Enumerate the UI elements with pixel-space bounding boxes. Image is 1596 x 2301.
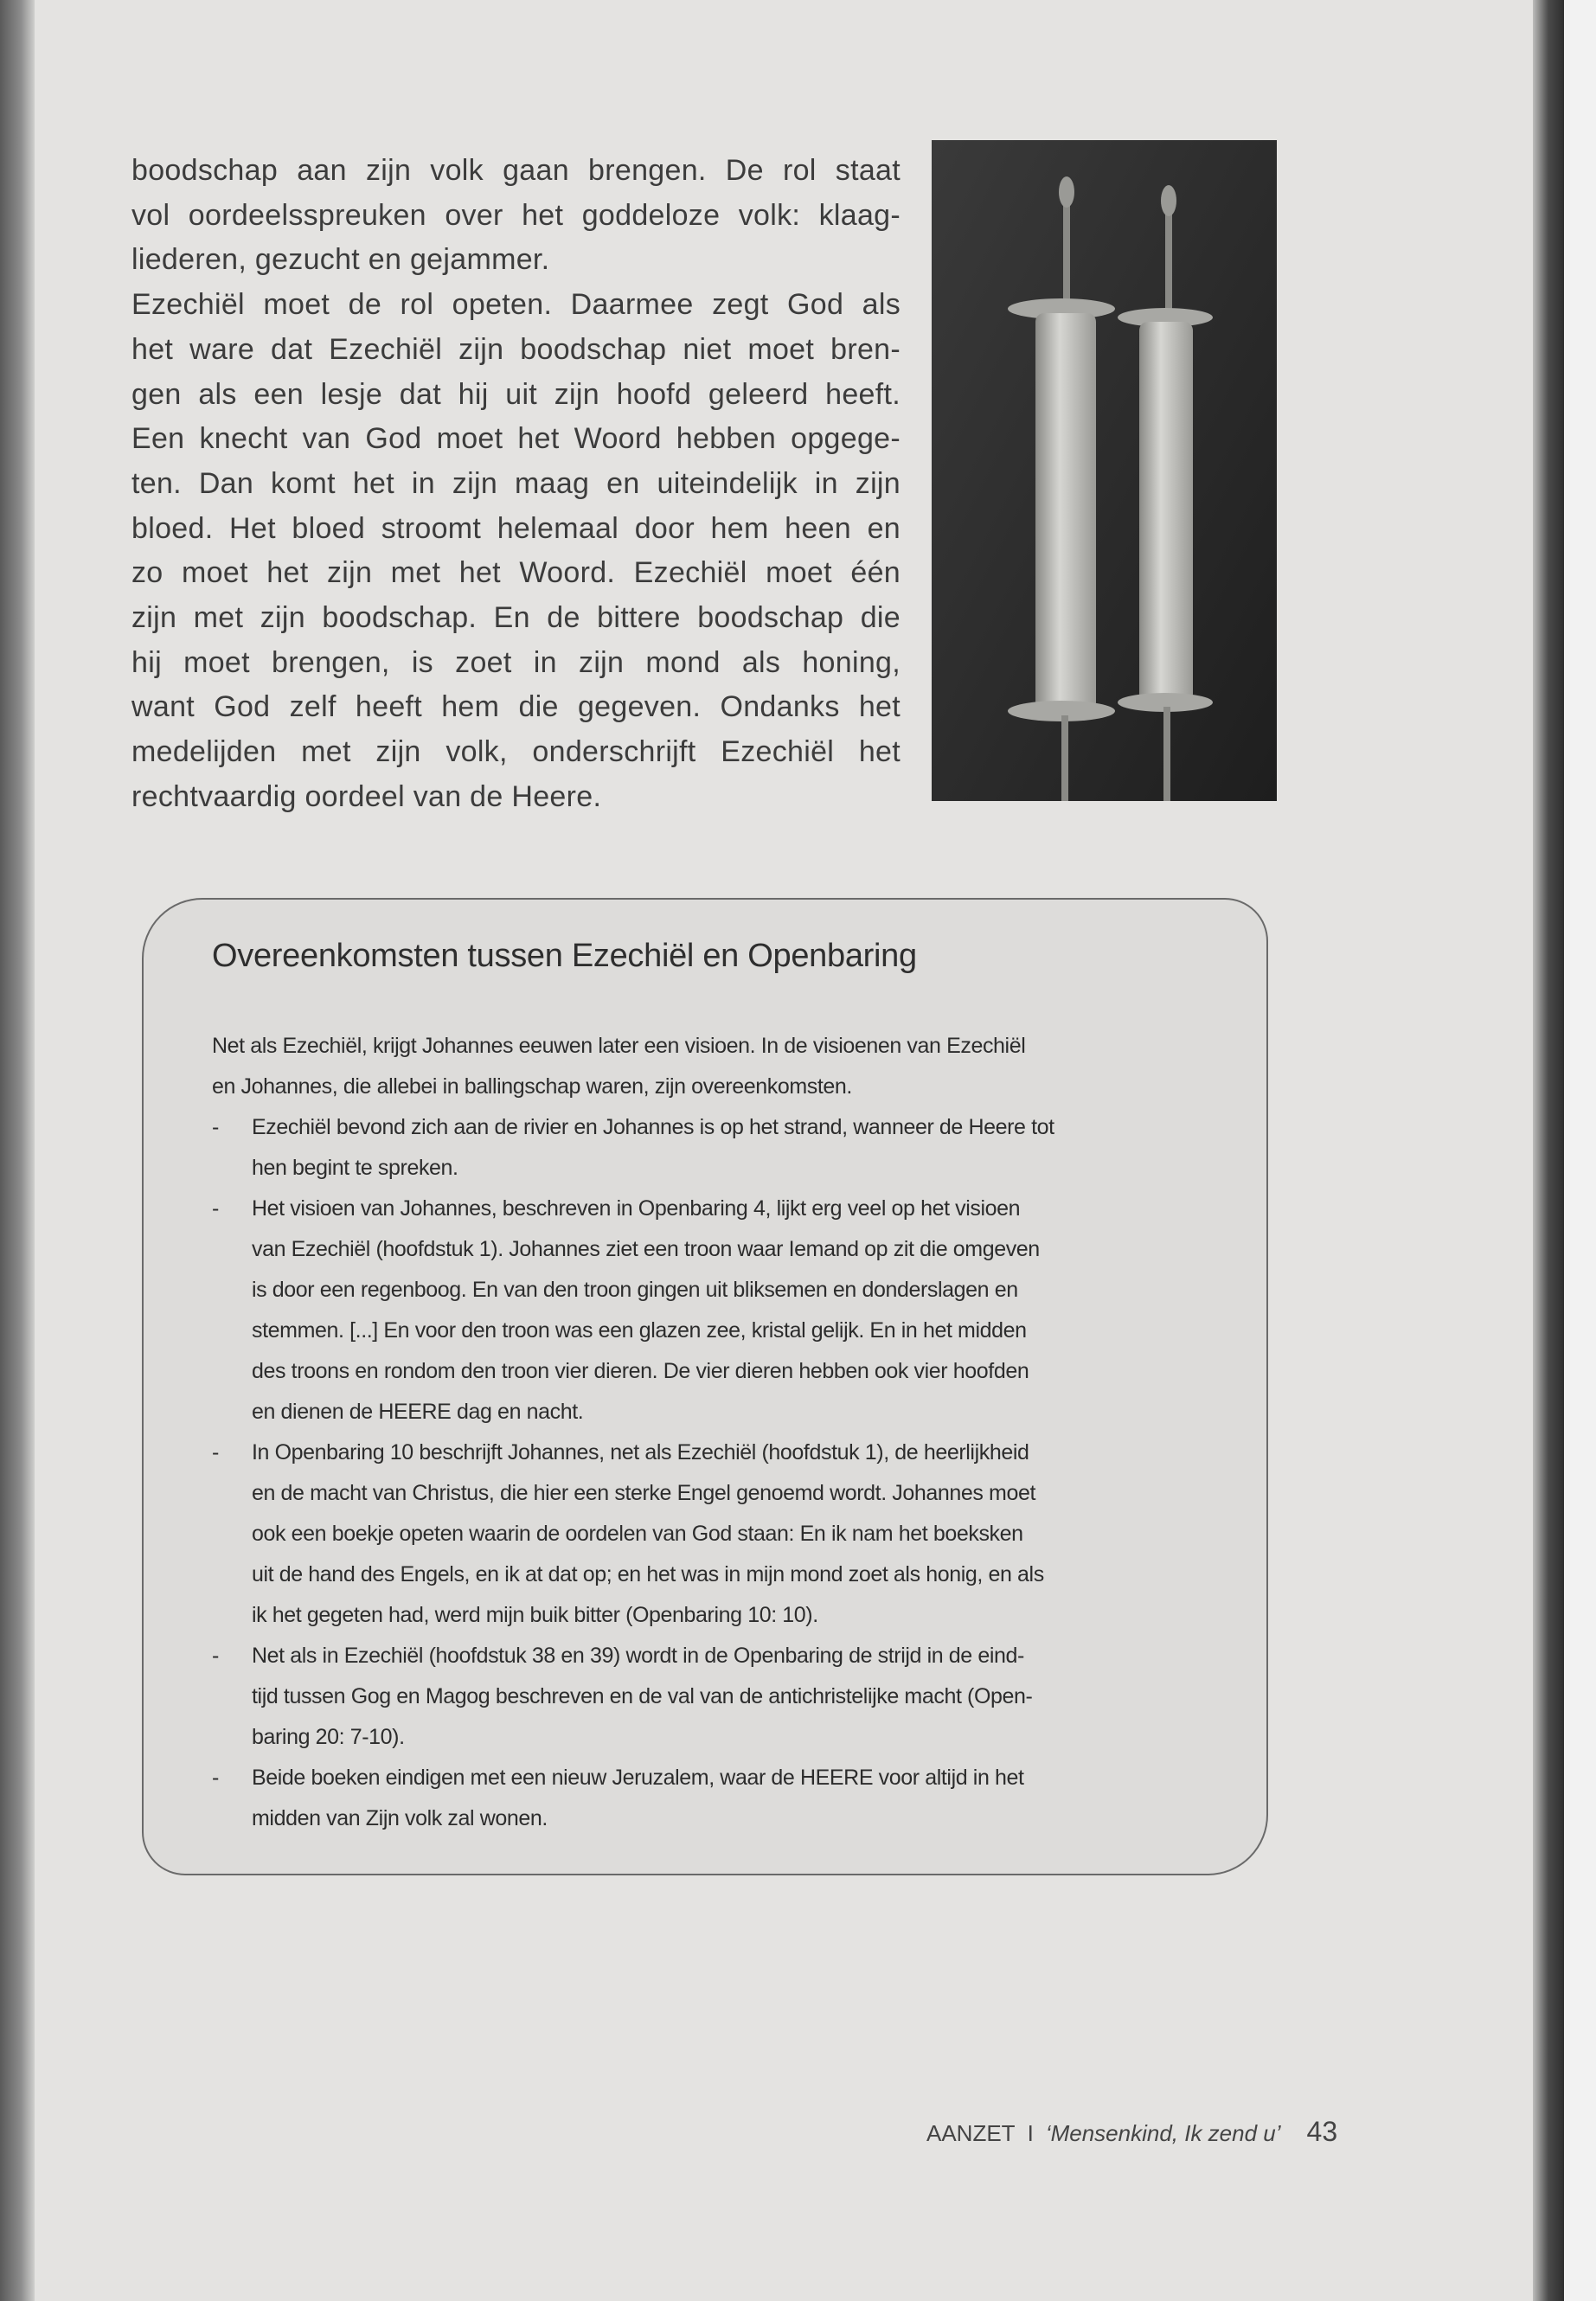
body-line: liederen, gezucht en gejammer. [131, 243, 550, 277]
bullet-dash: - [212, 1440, 219, 1465]
torah-scrolls-photo [932, 140, 1277, 801]
bullet-line [212, 1270, 1198, 1311]
bullet-text: Ezechiël bevond zich aan de rivier en Johannes is op het strand, wanneer de Heere tot [252, 1115, 1054, 1139]
page-edge-shadow [1533, 0, 1564, 2301]
body-line: zijn met zijn boodschap. En de bittere boodschap die [131, 601, 901, 635]
body-line: vol oordeelsspreuken over het goddeloze volk: klaag- [131, 198, 901, 232]
bullet-line [212, 1148, 1198, 1189]
body-line: medelijden met zijn volk, onderschrijft Ezechiël het [131, 735, 901, 769]
page-footer [926, 2116, 1337, 2148]
body-line: want God zelf heeft hem die gegeven. Ondanks het [131, 690, 901, 724]
body-line: hij moet brengen, is zoet in zijn mond als honing, [131, 645, 901, 679]
bullet-text: Net als in Ezechiël (hoofdstuk 38 en 39) wordt in de Openbaring de strijd in de eind- [252, 1644, 1024, 1668]
bullet-text: Het visioen van Johannes, beschreven in Openbaring 4, lijkt erg veel op het visioen [252, 1196, 1021, 1221]
bullet-text: hen begint te spreken. [252, 1156, 458, 1180]
body-paragraph [131, 149, 901, 820]
bullet-line [212, 1636, 1198, 1676]
bullet-line [212, 1107, 1198, 1148]
body-line: boodschap aan zijn volk gaan brengen. De rol staat [131, 154, 901, 187]
bullet-line [212, 1514, 1198, 1554]
body-line: bloed. Het bloed stroomt helemaal door hem heen en [131, 511, 901, 545]
bullet-text: uit de hand des Engels, en ik at dat op; en het was in mijn mond zoet als honig, en als [252, 1562, 1044, 1586]
bullet-text: en dienen de HEERE dag en nacht. [252, 1400, 584, 1424]
bullet-line [212, 1473, 1198, 1514]
bullet-line [212, 1554, 1198, 1595]
page-edge [1564, 0, 1596, 2301]
body-line: het ware dat Ezechiël zijn boodschap niet moet bren- [131, 332, 901, 366]
bullet-line [212, 1392, 1198, 1433]
bullet-line [212, 1676, 1198, 1717]
footer-section: AANZET [926, 2120, 1016, 2146]
info-box-content [212, 1026, 1198, 1839]
bullet-text: Beide boeken eindigen met een nieuw Jeruzalem, waar de HEERE voor altijd in het [252, 1766, 1024, 1790]
body-line: gen als een lesje dat hij uit zijn hoofd geleerd heeft. [131, 377, 901, 411]
bullet-text: ook een boekje opeten waarin de oordelen van God staan: En ik nam het boeksken [252, 1522, 1023, 1546]
body-line: rechtvaardig oordeel van de Heere. [131, 779, 602, 813]
bullet-line [212, 1189, 1198, 1229]
bullet-text: midden van Zijn volk zal wonen. [252, 1806, 548, 1830]
bullet-text: is door een regenboog. En van den troon gingen uit bliksemen en donderslagen en [252, 1278, 1018, 1302]
page-number: 43 [1306, 2116, 1338, 2147]
body-line: Een knecht van God moet het Woord hebben opgege- [131, 422, 901, 456]
body-line: zo moet het zijn met het Woord. Ezechiël moet één [131, 556, 901, 590]
bullet-text: In Openbaring 10 beschrijft Johannes, net als Ezechiël (hoofdstuk 1), de heerlijkheid [252, 1440, 1029, 1465]
bullet-line [212, 1229, 1198, 1270]
bullet-text: stemmen. [...] En voor den troon was een glazen zee, kristal gelijk. En in het midden [252, 1318, 1027, 1343]
bullet-text: ik het gegeten had, werd mijn buik bitter (Openbaring 10: 10). [252, 1603, 818, 1627]
footer-separator: I [1027, 2120, 1034, 2146]
footer-chapter-title: ‘Mensenkind, Ik zend u’ [1045, 2120, 1281, 2146]
bullet-text: baring 20: 7-10). [252, 1725, 405, 1749]
bullet-dash: - [212, 1196, 219, 1221]
bullet-dash: - [212, 1115, 219, 1139]
bullet-line [212, 1595, 1198, 1636]
page-binding-edge [0, 0, 35, 2301]
bullet-line [212, 1798, 1198, 1839]
body-line: Ezechiël moet de rol opeten. Daarmee zegt God als [131, 288, 901, 322]
bullet-text: van Ezechiël (hoofdstuk 1). Johannes ziet een troon waar Iemand op zit die omgeven [252, 1237, 1040, 1261]
bullet-dash: - [212, 1644, 219, 1668]
intro-line: en Johannes, die allebei in ballingschap waren, zijn overeenkomsten. [212, 1074, 852, 1099]
bullet-text: des troons en rondom den troon vier dieren. De vier dieren hebben ook vier hoofden [252, 1359, 1029, 1383]
body-line: ten. Dan komt het in zijn maag en uiteindelijk in zijn [131, 466, 901, 500]
bullet-text: en de macht van Christus, die hier een sterke Engel genoemd wordt. Johannes moet [252, 1481, 1036, 1505]
bullet-line [212, 1351, 1198, 1392]
intro-line: Net als Ezechiël, krijgt Johannes eeuwen later een visioen. In de visioenen van Ezechiël [212, 1034, 1026, 1058]
info-box-title: Overeenkomsten tussen Ezechiël en Openbaring [212, 938, 917, 974]
bullet-text: tijd tussen Gog en Magog beschreven en de val van de antichristelijke macht (Open- [252, 1684, 1033, 1708]
bullet-line [212, 1433, 1198, 1473]
bullet-line [212, 1311, 1198, 1351]
bullet-line [212, 1758, 1198, 1798]
bullet-line [212, 1717, 1198, 1758]
bullet-dash: - [212, 1766, 219, 1790]
